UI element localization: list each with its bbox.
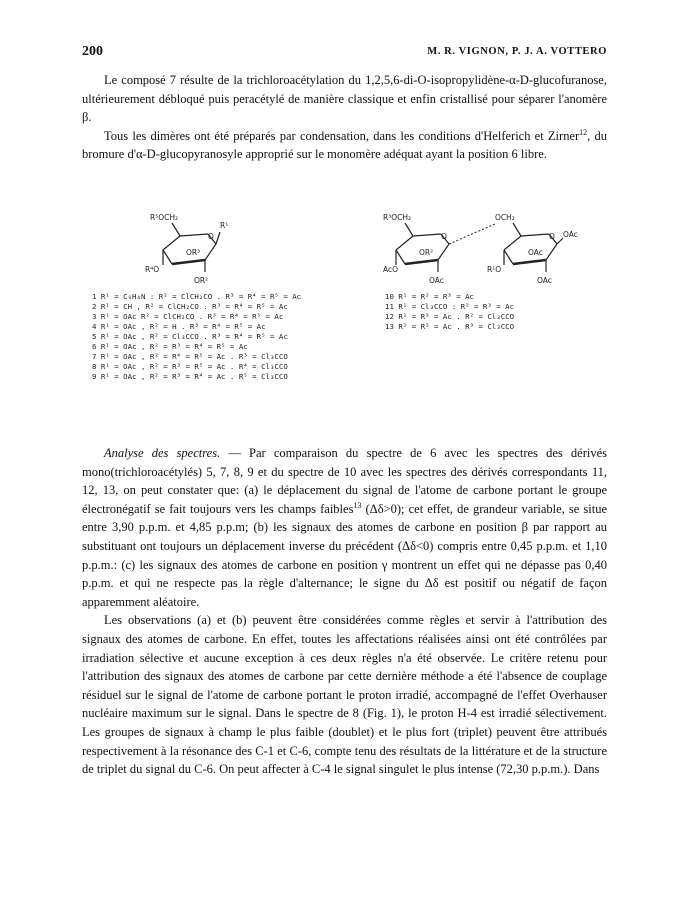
section-title: Analyse des spectres.: [104, 446, 221, 460]
structure-monomer: [130, 210, 330, 290]
compound-left-3: 3 R¹ = OAc R² = ClCH₂CO . R³ = R⁴ = R⁵ = Ac: [92, 312, 284, 321]
compound-left-9: 9 R¹ = OAc , R² = R³ = R⁴ = Ac . R⁵ = Cl₃CCO: [92, 372, 288, 381]
compound-right-3: 12 R¹ = R³ = Ac . R² = Cl₃CCO: [385, 312, 515, 321]
reference-12: 12: [579, 127, 588, 137]
ring-oxygen: O: [208, 232, 214, 241]
running-head: M. R. VIGNON, P. J. A. VOTTERO: [427, 46, 607, 57]
compound-left-7: 7 R¹ = OAc , R² = R⁴ = R⁵ = Ac . R³ = Cl₃CCO: [92, 352, 288, 361]
page-header: [82, 44, 607, 64]
intro-text: [82, 71, 607, 164]
analysis-paragraph-1: [82, 444, 607, 611]
intro-p2-start: Tous les dimères ont été préparés par condensation, dans les conditions d'Helferich et Zirner: [104, 128, 580, 143]
analysis-p1-end: (Δδ>0); cet effet, de grandeur variable, se situe entre 3,90 p.p.m. et 4,85 p.p.m; (b) les signaux des atomes de carbone en position β par rapport au substituant ont toujours un déplacement inverse du précédent (Δδ<0) compris entre 0,45 p.p.m. et 1,10 p.p.m.: (c) les signaux des atomes de carbone en position γ montrent un effet qui ne dépasse pas 0,40 p.p.m. et qui ne respecte pas la règle d'alternance; le signe du Δδ est positif ou négatif de façon apparemment aléatoire.: [82, 501, 607, 609]
label-oac-right: OAc: [563, 230, 578, 239]
label-oac-bottom-2: OAc: [537, 276, 552, 285]
ring-oxygen-right: O: [549, 232, 555, 241]
analysis-text: [82, 444, 607, 779]
label-r1o: R¹O: [487, 265, 502, 274]
intro-p2-end: , du bromure d'α-D-glucopyranosyle approprié sur le monomère adéquat ayant la position 6 libre.: [82, 128, 607, 162]
analysis-paragraph-2: Les observations (a) et (b) peuvent être considérées comme règles et servir à l'attribution des signaux des atomes de carbone. En effet, toutes les affectations réalisées ainsi ont été contrôlées par irradiation sélective et aucune exception à ces deux règles n'a été observée. Le critère retenu pour l'attribution des signaux des atomes de carbone par cette dernière méthode a été l'absence de couplage résiduel sur le signal de l'atome de carbone portant le proton irradié, accompagné de l'effet Overhauser nucléaire maximum sur le signal. Dans le spectre de 8 (Fig. 1), le proton H-4 est irradié sélectivement. Les groupes de signaux à champ le plus faible (doublet) et le plus fort (triplet) peuvent être attribués respectivement à la résonance des C-1 et C-6, compte tenu des résultats de la littérature et de la structure de triplet du signal du C-6. On peut affecter à C-4 le signal singulet le plus intense (72,30 p.p.m.). Dans: [82, 613, 607, 777]
label-och2: OCH₂: [495, 213, 515, 222]
intro-paragraph-2: [82, 127, 607, 164]
structure-dimer: [383, 210, 613, 290]
label-or2-dimer: OR²: [419, 248, 434, 257]
label-r1: R¹: [220, 221, 229, 230]
compound-left-2: 2 R¹ = CH , R² = ClCH₂CO . R³ = R⁴ = R⁵ = Ac: [92, 302, 288, 311]
compound-right-4: 13 R¹ = R² = Ac . R³ = Cl₃CCO: [385, 322, 515, 331]
label-r4o: R⁴O: [145, 265, 160, 274]
intro-paragraph-1: Le composé 7 résulte de la trichloroacétylation du 1,2,5,6-di-O-isopropylidène-α-D-glucofuranose, ultérieurement débloqué puis peracétylé de manière classique et enfin cristallisé pour séparer l'anomère β.: [82, 73, 607, 125]
label-aco: AcO: [383, 265, 399, 274]
compound-list-right: [385, 291, 625, 351]
compound-left-5: 5 R¹ = OAc , R² = Cl₃CCO . R³ = R⁴ = R⁵ = Ac: [92, 332, 288, 341]
analysis-p1-start: — Par comparaison du spectre de 6 avec les spectres des dérivés mono(trichloroacétylés) 5, 7, 8, 9 et du spectre de 10 avec les spectres des dérivés correspondants 11, 12, 13, on peut constater que: (a) le déplacement du signal de l'atome de carbone portant le groupe électronégatif se fait toujours vers les champs faibles: [82, 446, 607, 516]
compound-left-8: 8 R¹ = OAc , R² = R³ = R⁵ = Ac . R⁴ = Cl₃CCO: [92, 362, 288, 371]
label-oac-mid: OAc: [528, 248, 543, 257]
label-or2: OR²: [194, 276, 209, 285]
label-or3: OR³: [186, 248, 201, 257]
label-r3och2: R³OCH₂: [383, 213, 412, 222]
ring-oxygen-left: O: [441, 232, 447, 241]
compound-list-left: [92, 291, 372, 421]
compound-left-4: 4 R¹ = OAc , R² = H . R³ = R⁴ = R⁵ = Ac: [92, 322, 266, 331]
compound-left-1: 1 R¹ = C₆H₄N : R² = ClCH₂CO . R³ = R⁴ = R⁵ = Ac: [92, 292, 302, 301]
compound-right-1: 10 R¹ = R² = R³ = Ac: [385, 292, 474, 301]
compound-right-2: 11 R¹ = Cl₃CCO : R² = R³ = Ac: [385, 302, 515, 311]
compound-left-6: 6 R¹ = OAc , R² = R³ = R⁴ = R⁵ = Ac: [92, 342, 248, 351]
reference-13: 13: [353, 500, 362, 510]
label-oac-bottom: OAc: [429, 276, 444, 285]
page-number: 200: [82, 44, 103, 59]
label-r5och2: R⁵OCH₂: [150, 213, 179, 222]
